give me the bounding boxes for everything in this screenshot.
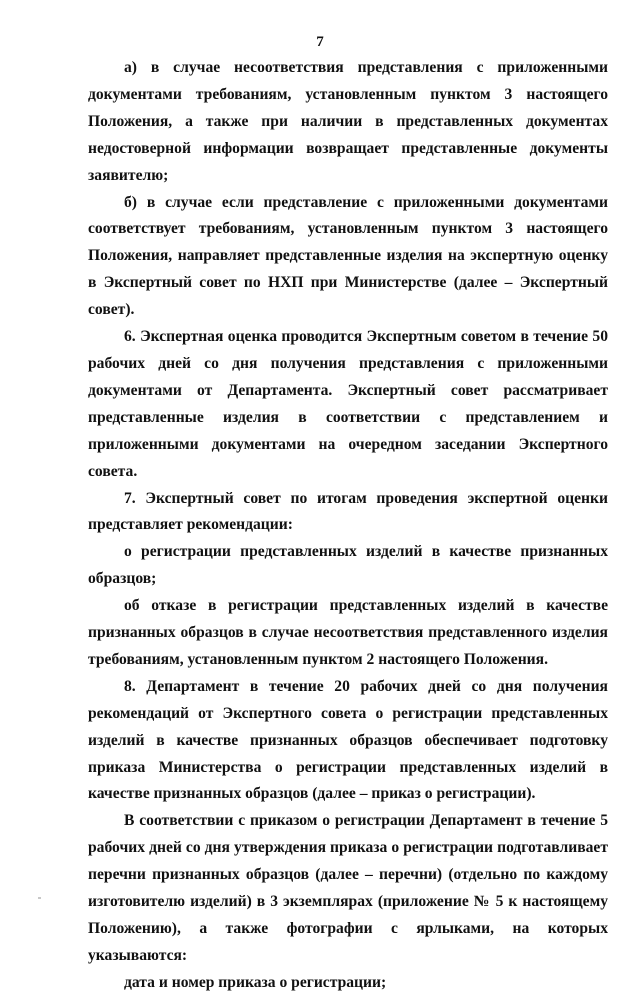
paragraph-b-send-to-expert-council: б) в случае если представление с приложенными документами соответствует требованиям, установленным пунктом 3 настоящего Положения, направляет представленные изделия на экспертную оценку в Экспертный совет по НХП при Министерстве (далее – Экспертный совет).: [88, 193, 608, 319]
document-body: [88, 55, 608, 997]
paragraph-recommendation-register: о регистрации представленных изделий в качестве признанных образцов;: [88, 543, 608, 588]
page-number: 7: [316, 34, 324, 50]
paragraph-recommendation-refuse: об отказе в регистрации представленных изделий в качестве признанных образцов в случае несоответствия представленного изделия требованиям, установленным пунктом 2 настоящего Положения.: [88, 597, 608, 668]
paragraph-a-return-documents: а) в случае несоответствия представления с приложенными документами требованиям, установленным пунктом 3 настоящего Положения, а также при наличии в представленных документах недостоверной информации возвращает представленные документы заявителю;: [88, 59, 608, 184]
scan-mark: [38, 897, 41, 899]
paragraph-order-date-number: дата и номер приказа о регистрации;: [124, 973, 387, 991]
paragraph-6-expert-evaluation: 6. Экспертная оценка проводится Экспертным советом в течение 50 рабочих дней со дня получения представления с приложенными документами от Департамента. Экспертный совет рассматривает представленные изделия в соответствии с представлением и приложенными документами на очередном заседании Экспертного совета.: [88, 328, 608, 480]
paragraph-lists-preparation: В соответствии с приказом о регистрации Департамент в течение 5 рабочих дней со дня утверждения приказа о регистрации подготавливает перечни признанных образцов (далее – перечни) (отдельно по каждому изготовителю изделий) в 3 экземплярах (приложение № 5 к настоящему Положению), а также фотографии с ярлыками, на которых указываются:: [88, 812, 608, 964]
paragraph-8-order-preparation: 8. Департамент в течение 20 рабочих дней со дня получения рекомендаций от Экспертного совета о регистрации представленных изделий в качестве признанных образцов обеспечивает подготовку приказа Министерства о регистрации представленных изделий в качестве признанных образцов (далее – приказ о регистрации).: [88, 677, 608, 803]
paragraph-7-recommendations: 7. Экспертный совет по итогам проведения экспертной оценки представляет рекомендации:: [88, 489, 608, 534]
